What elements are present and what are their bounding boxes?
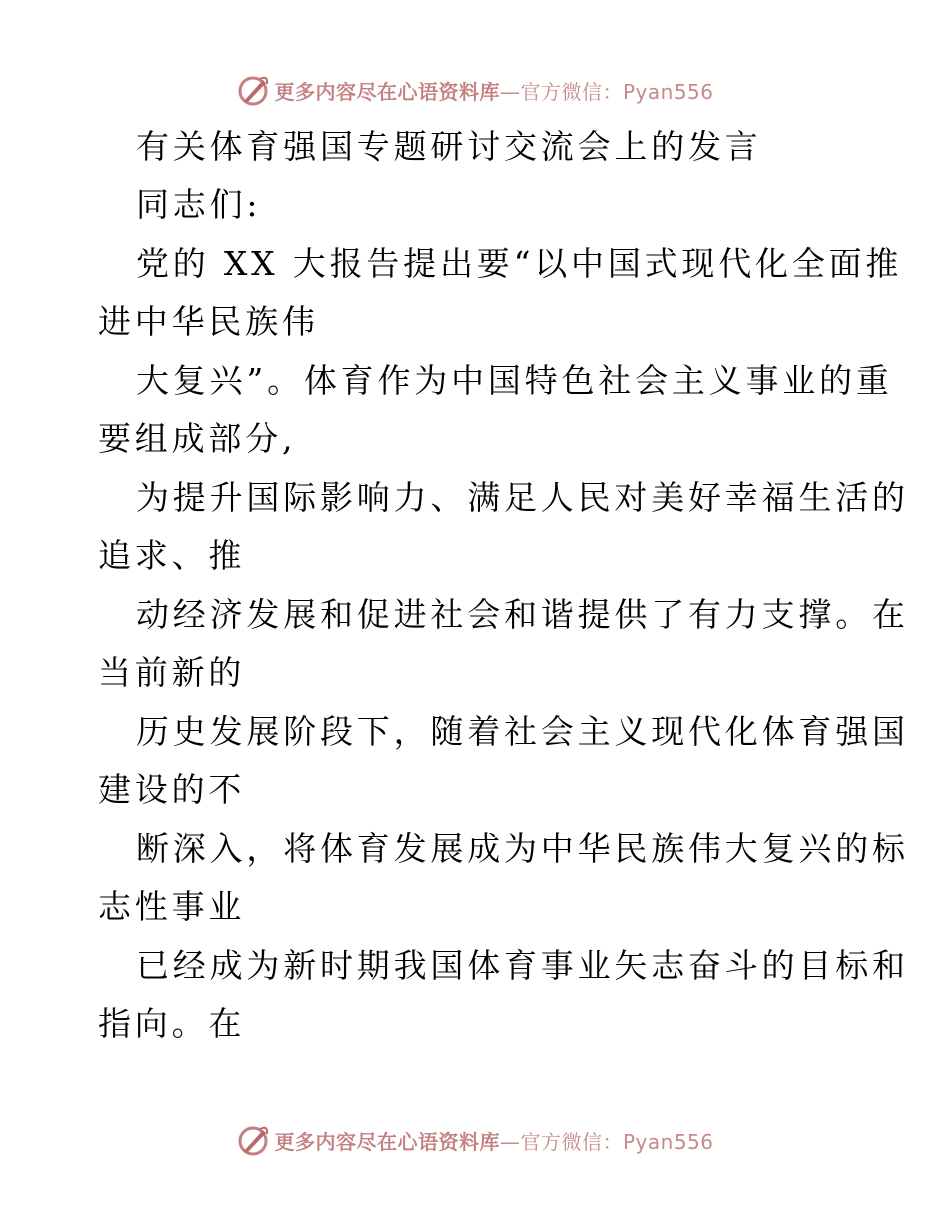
body-line: 大复兴”。体育作为中国特色社会主义事业的重 [136,361,893,400]
body-line: 进中华民族伟 [98,302,319,341]
body-line: 指向。在 [98,1004,246,1043]
header-watermark-banner [0,68,950,112]
quill-pen-logo-icon [236,73,270,107]
body-line: 要组成部分, [98,419,297,458]
watermark-text: 更多内容尽在心语资料库—官方微信：Pyan556 [274,1129,714,1154]
quill-pen-logo-icon [236,1123,270,1157]
body-line: 追求、推 [98,536,246,575]
body-line: 当前新的 [98,653,246,692]
watermark-text: 更多内容尽在心语资料库—官方微信：Pyan556 [274,79,714,104]
footer-watermark-banner [0,1118,950,1162]
body-line: 党的 XX 大报告提出要“以中国式现代化全面推 [136,244,903,283]
body-line: 为提升国际影响力、满足人民对美好幸福生活的 [136,478,909,517]
body-line: 志性事业 [98,887,246,926]
body-line: 断深入，将体育发展成为中华民族伟大复兴的标 [136,829,909,868]
body-line: 建设的不 [98,770,246,809]
body-line: 历史发展阶段下，随着社会主义现代化体育强国 [136,712,909,751]
body-line: 已经成为新时期我国体育事业矢志奋斗的目标和 [136,946,909,985]
document-title: 有关体育强国专题研讨交流会上的发言 [136,127,762,166]
body-line: 动经济发展和促进社会和谐提供了有力支撑。在 [136,595,909,634]
salutation: 同志们: [136,185,262,224]
